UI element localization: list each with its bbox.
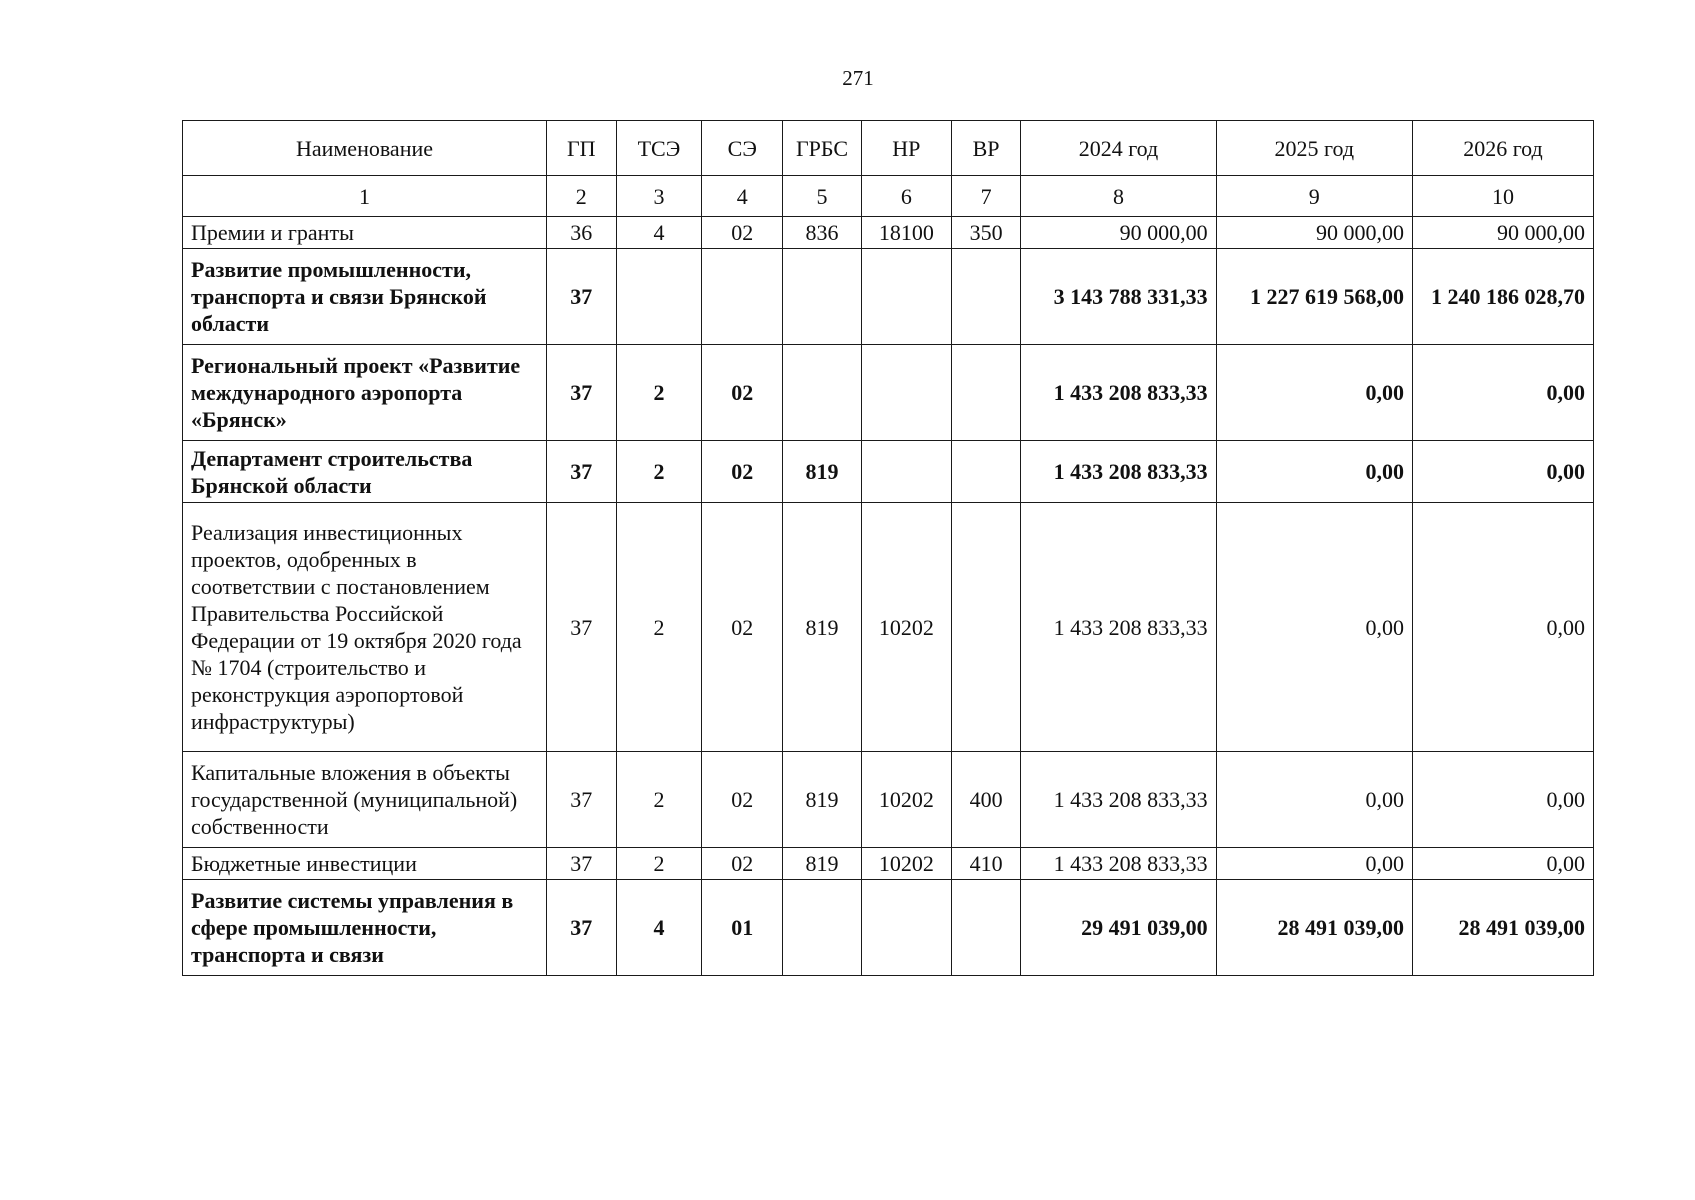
column-number: 1 [183, 176, 547, 217]
column-number: 10 [1412, 176, 1593, 217]
cell-vr [951, 249, 1021, 345]
row-name: Премии и гранты [183, 217, 547, 249]
table-row [183, 503, 1594, 752]
cell-nr [861, 249, 951, 345]
column-number: 4 [702, 176, 783, 217]
column-number: 2 [546, 176, 616, 217]
cell-se: 02 [702, 217, 783, 249]
cell-amount-2024: 29 491 039,00 [1021, 880, 1216, 976]
cell-amount-2024: 1 433 208 833,33 [1021, 848, 1216, 880]
cell-se: 02 [702, 752, 783, 848]
cell-tse: 2 [616, 441, 702, 503]
cell-tse: 2 [616, 848, 702, 880]
row-name: Региональный проект «Развитие международного аэропорта «Брянск» [183, 345, 547, 441]
cell-amount-2025: 1 227 619 568,00 [1216, 249, 1412, 345]
table-row [183, 880, 1594, 976]
column-number: 5 [783, 176, 862, 217]
cell-se: 01 [702, 880, 783, 976]
column-number: 9 [1216, 176, 1412, 217]
table-row [183, 752, 1594, 848]
cell-vr: 410 [951, 848, 1021, 880]
header-year-2025: 2025 год [1216, 121, 1412, 176]
cell-grbs: 819 [783, 848, 862, 880]
cell-gp: 37 [546, 503, 616, 752]
cell-amount-2026: 0,00 [1412, 441, 1593, 503]
cell-amount-2024: 1 433 208 833,33 [1021, 503, 1216, 752]
cell-grbs: 836 [783, 217, 862, 249]
cell-nr [861, 880, 951, 976]
cell-amount-2025: 0,00 [1216, 345, 1412, 441]
header-tse: ТСЭ [616, 121, 702, 176]
cell-amount-2025: 0,00 [1216, 503, 1412, 752]
budget-table [182, 120, 1594, 976]
cell-tse: 2 [616, 345, 702, 441]
cell-amount-2024: 1 433 208 833,33 [1021, 345, 1216, 441]
cell-nr: 18100 [861, 217, 951, 249]
cell-gp: 37 [546, 752, 616, 848]
cell-amount-2025: 28 491 039,00 [1216, 880, 1412, 976]
cell-tse: 2 [616, 752, 702, 848]
cell-grbs: 819 [783, 441, 862, 503]
cell-amount-2025: 90 000,00 [1216, 217, 1412, 249]
page-number: 271 [842, 66, 874, 90]
table-row [183, 441, 1594, 503]
cell-amount-2026: 90 000,00 [1412, 217, 1593, 249]
cell-nr: 10202 [861, 848, 951, 880]
column-number: 8 [1021, 176, 1216, 217]
cell-gp: 37 [546, 848, 616, 880]
column-number: 3 [616, 176, 702, 217]
cell-grbs [783, 345, 862, 441]
row-name: Реализация инвестиционных проектов, одобренных в соответствии с постановлением Правительства Российской Федерации от 19 октября 2020 года № 1704 (строительство и реконструкция аэропортовой инфраструктуры) [183, 503, 547, 752]
cell-amount-2026: 0,00 [1412, 752, 1593, 848]
header-grbs: ГРБС [783, 121, 862, 176]
row-name: Капитальные вложения в объекты государственной (муниципальной) собственности [183, 752, 547, 848]
cell-amount-2025: 0,00 [1216, 848, 1412, 880]
cell-gp: 37 [546, 249, 616, 345]
header-nr: НР [861, 121, 951, 176]
header-vr: ВР [951, 121, 1021, 176]
row-name: Развитие промышленности, транспорта и связи Брянской области [183, 249, 547, 345]
cell-vr [951, 345, 1021, 441]
header-year-2024: 2024 год [1021, 121, 1216, 176]
cell-tse: 4 [616, 217, 702, 249]
cell-vr: 400 [951, 752, 1021, 848]
cell-amount-2025: 0,00 [1216, 441, 1412, 503]
cell-grbs: 819 [783, 503, 862, 752]
header-se: СЭ [702, 121, 783, 176]
cell-amount-2024: 90 000,00 [1021, 217, 1216, 249]
row-name: Развитие системы управления в сфере промышленности, транспорта и связи [183, 880, 547, 976]
column-number: 7 [951, 176, 1021, 217]
cell-amount-2025: 0,00 [1216, 752, 1412, 848]
cell-nr: 10202 [861, 752, 951, 848]
cell-se: 02 [702, 441, 783, 503]
column-number-row [183, 176, 1594, 217]
cell-se: 02 [702, 503, 783, 752]
cell-amount-2026: 1 240 186 028,70 [1412, 249, 1593, 345]
cell-vr [951, 441, 1021, 503]
row-name: Департамент строительства Брянской области [183, 441, 547, 503]
cell-tse: 4 [616, 880, 702, 976]
table-row [183, 249, 1594, 345]
cell-nr: 10202 [861, 503, 951, 752]
cell-vr: 350 [951, 217, 1021, 249]
header-name: Наименование [183, 121, 547, 176]
cell-amount-2024: 1 433 208 833,33 [1021, 441, 1216, 503]
cell-gp: 37 [546, 441, 616, 503]
cell-nr [861, 345, 951, 441]
cell-tse: 2 [616, 503, 702, 752]
cell-gp: 37 [546, 880, 616, 976]
cell-nr [861, 441, 951, 503]
cell-amount-2024: 1 433 208 833,33 [1021, 752, 1216, 848]
table-row [183, 345, 1594, 441]
cell-amount-2026: 0,00 [1412, 503, 1593, 752]
row-name: Бюджетные инвестиции [183, 848, 547, 880]
table-row [183, 217, 1594, 249]
cell-vr [951, 880, 1021, 976]
header-gp: ГП [546, 121, 616, 176]
cell-amount-2026: 0,00 [1412, 345, 1593, 441]
cell-se: 02 [702, 345, 783, 441]
cell-grbs [783, 249, 862, 345]
table-row [183, 848, 1594, 880]
column-number: 6 [861, 176, 951, 217]
cell-gp: 37 [546, 345, 616, 441]
cell-tse [616, 249, 702, 345]
cell-amount-2026: 0,00 [1412, 848, 1593, 880]
cell-grbs: 819 [783, 752, 862, 848]
header-row [183, 121, 1594, 176]
cell-se: 02 [702, 848, 783, 880]
cell-se [702, 249, 783, 345]
cell-amount-2024: 3 143 788 331,33 [1021, 249, 1216, 345]
cell-amount-2026: 28 491 039,00 [1412, 880, 1593, 976]
header-year-2026: 2026 год [1412, 121, 1593, 176]
cell-vr [951, 503, 1021, 752]
cell-grbs [783, 880, 862, 976]
cell-gp: 36 [546, 217, 616, 249]
